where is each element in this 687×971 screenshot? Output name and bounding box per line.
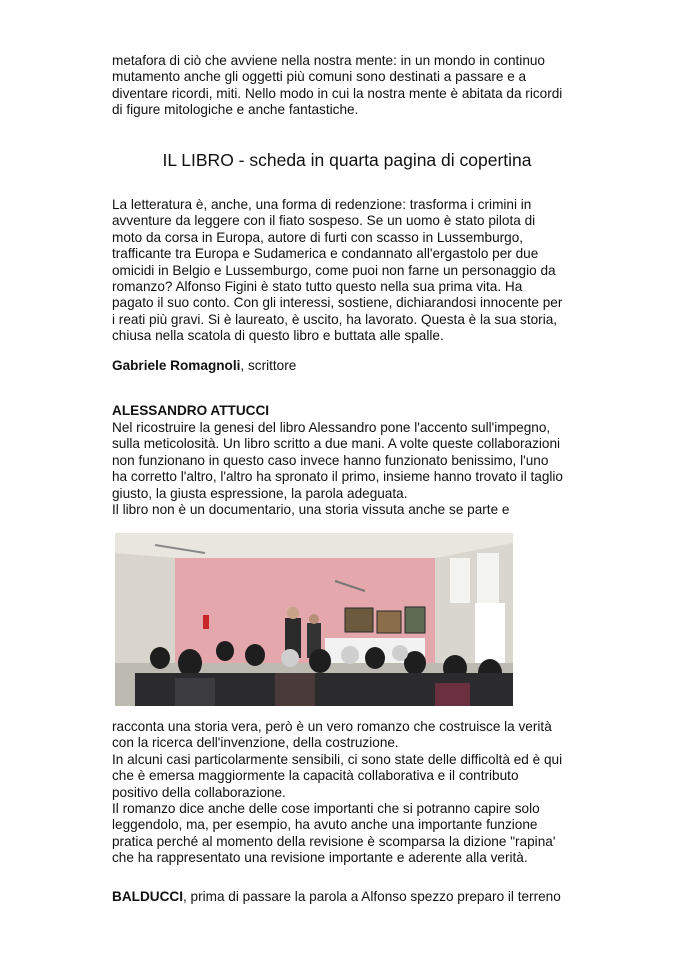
text-line: La letteratura è, anche, una forma di redenzione: trasforma i crimini in (112, 197, 532, 212)
section-title (112, 403, 582, 419)
text-line: avventure da leggere con il fiato sospeso. Se un uomo è stato pilota di (112, 213, 536, 229)
intro-paragraph (112, 53, 582, 119)
text-line: Il libro non è un documentario, una storia vissuta anche se parte e (112, 502, 510, 518)
book-blurb-paragraph (112, 197, 582, 345)
text-line: pratica perché al momento della revisione è scomparsa la dizione "rapina' (112, 833, 556, 849)
text-line: che ha rappresentato una revisione importante e aderente alla verità. (112, 850, 528, 866)
text-line: diventare ricordi, miti. Nello modo in cui la nostra mente è abitata da ricordi (112, 85, 563, 101)
text-line: che è emersa maggiormente la capacità collaborativa e il contributo (112, 768, 519, 784)
event-photo (115, 533, 513, 706)
signature-role: , scrittore (240, 358, 297, 373)
text-line: pagato il suo conto. Con gli interessi, sostiene, dichiarandosi innocente per (112, 295, 563, 311)
balducci-line (112, 889, 561, 905)
text-line: omicidi in Belgio e Lussemburgo, come puoi non farne un personaggio da (112, 262, 556, 278)
section-title-text: ALESSANDRO ATTUCCI (112, 403, 270, 418)
continuation-paragraph (112, 719, 582, 867)
text-line: con la ricerca dell'invenzione, della costruzione. (112, 735, 399, 751)
text-line: leggendolo, ma, per esempio, ha avuto anche una importante funzione (112, 817, 538, 833)
text-line: Nel ricostruire la genesi del libro Alessandro pone l'accento sull'impegno, (112, 420, 551, 435)
text-line: i reati più gravi. Si è laureato, è uscito, ha lavorato. Questa è la sua storia, (112, 311, 558, 327)
text-line: giusto, la giusta espressione, la parola adeguata. (112, 485, 408, 501)
attucci-paragraph (112, 420, 582, 518)
text-line: romanzo? Alfonso Figini è stato tutto questo nella sua prima vita. Ha (112, 279, 523, 295)
text-line: di figure mitologiche e anche fantastiche. (112, 102, 359, 118)
section-heading: IL LIBRO - scheda in quarta pagina di copertina (162, 150, 532, 170)
signature-name: Gabriele Romagnoli (112, 358, 241, 373)
text-line: chiusa nella scatola di questo libro e buttata alle spalle. (112, 328, 444, 344)
signature (112, 358, 296, 374)
text-line: Il romanzo dice anche delle cose importanti che si potranno capire solo (112, 801, 540, 817)
text-line: positivo della collaborazione. (112, 784, 286, 800)
text-line: In alcuni casi particolarmente sensibili, ci sono state delle difficoltà ed è qui (112, 751, 563, 767)
balducci-name: BALDUCCI (112, 889, 183, 904)
balducci-text: , prima di passare la parola a Alfonso spezzo preparo il terreno (182, 889, 561, 904)
text-line: ha corretto l'altro, l'altro ha spronato il primo, insieme hanno trovato il taglio (112, 469, 563, 485)
text-line: metafora di ciò che avviene nella nostra mente: in un mondo in continuo (112, 53, 545, 68)
document-page (112, 53, 582, 904)
text-line: racconta una storia vera, però è un vero romanzo che costruisce la verità (112, 719, 552, 734)
text-line: sulla meticolosità. Un libro scritto a due mani. A volte queste collaborazioni (112, 436, 561, 452)
text-line: trafficante tra Europa e Sudamerica e condannato all'ergastolo per due (112, 246, 539, 262)
text-line: moto da corsa in Europa, autore di furti con scasso in Lussemburgo, (112, 229, 524, 245)
text-line: non funzionano in questo caso invece hanno funzionato benissimo, l'uno (112, 452, 549, 468)
text-line: mutamento anche gli oggetti più comuni sono destinati a passare e a (112, 69, 527, 85)
